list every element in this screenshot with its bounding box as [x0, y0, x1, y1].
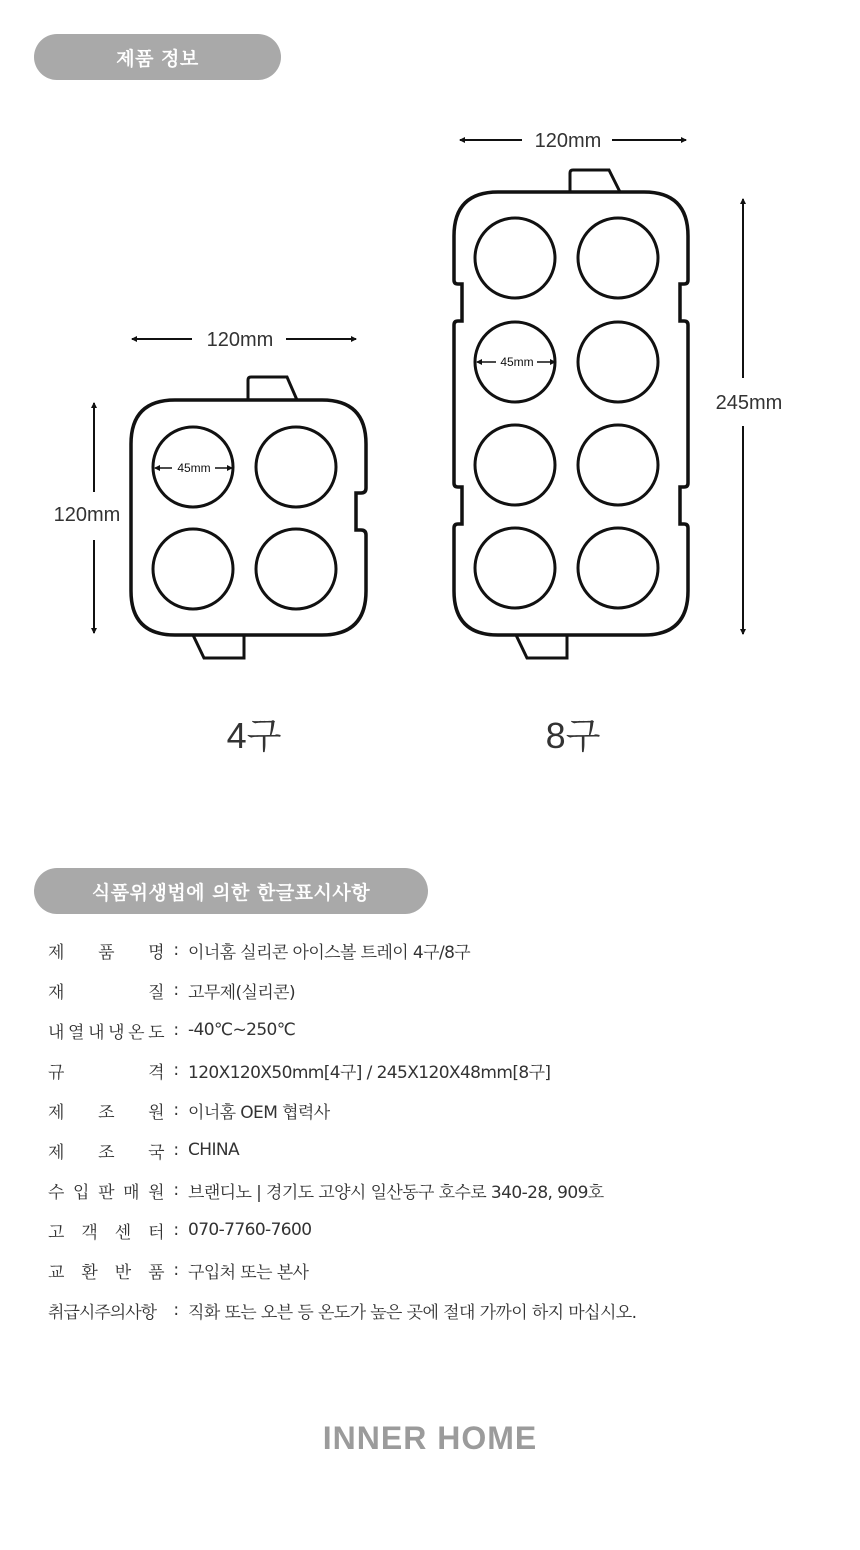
- cavity: [475, 218, 555, 298]
- tray-caption: 8구: [545, 715, 601, 756]
- tray-top-tab: [570, 170, 620, 192]
- cavity: [578, 425, 658, 505]
- product-info-heading: 제품 정보: [34, 34, 281, 80]
- tray-top-tab: [248, 377, 297, 400]
- tray-bottom-tab: [516, 635, 567, 658]
- tray-caption: 4구: [226, 715, 282, 756]
- spec-row: [48, 1017, 295, 1043]
- height-label: 245mm: [715, 392, 783, 414]
- tray-4-cavity: [131, 377, 366, 658]
- cavity: [256, 529, 336, 609]
- spec-value: 이너홈 실리콘 아이스볼 트레이 4구/8구: [188, 942, 471, 963]
- spec-value: 구입처 또는 본사: [188, 1262, 309, 1283]
- spec-label: 취 급 시 주 의 사 항: [48, 1302, 157, 1323]
- cavity: [578, 218, 658, 298]
- spec-colon: :: [173, 1260, 179, 1280]
- spec-colon: :: [173, 940, 179, 960]
- cavity: [578, 528, 658, 608]
- spec-colon: :: [173, 1020, 179, 1040]
- spec-colon: :: [173, 1180, 179, 1200]
- spec-row: [48, 937, 470, 963]
- spec-row: [48, 977, 295, 1003]
- spec-row: [48, 1057, 550, 1083]
- spec-colon: :: [173, 1300, 179, 1320]
- spec-row: [48, 1257, 308, 1283]
- label-info-heading: 식품위생법에 의한 한글표시사항: [34, 868, 428, 914]
- spec-row: [48, 1217, 311, 1243]
- cavity: [475, 528, 555, 608]
- brand-logo: INNER HOME: [322, 1420, 538, 1456]
- spec-colon: :: [173, 1100, 179, 1120]
- spec-value: 070-7760-7600: [188, 1220, 312, 1240]
- spec-label: 제 조 국: [48, 1142, 164, 1163]
- spec-label: 내 열 내 냉 온 도: [48, 1022, 164, 1043]
- cavity: [475, 425, 555, 505]
- width-label: 120mm: [534, 130, 602, 152]
- cell-dimension-label: 45mm: [177, 461, 211, 475]
- spec-value: 브랜디노 | 경기도 고양시 일산동구 호수로 340-28, 909호: [188, 1182, 604, 1203]
- spec-row: [48, 1297, 636, 1323]
- spec-value: 120X120X50mm[4구] / 245X120X48mm[8구]: [188, 1062, 551, 1083]
- cavity: [153, 529, 233, 609]
- spec-value: 직화 또는 오븐 등 온도가 높은 곳에 절대 가까이 하지 마십시오.: [188, 1302, 637, 1323]
- spec-value: 이너홈 OEM 협력사: [188, 1102, 330, 1123]
- spec-label: 제 품 명: [48, 942, 164, 963]
- spec-label: 고 객 센 터: [48, 1222, 164, 1243]
- tray-8-cavity: [454, 170, 688, 658]
- spec-colon: :: [173, 1140, 179, 1160]
- spec-label: 재 질: [48, 982, 164, 1003]
- tray-body: [454, 192, 688, 635]
- spec-row: [48, 1137, 239, 1163]
- tray-dimension-diagram: [0, 100, 860, 780]
- spec-value: CHINA: [188, 1140, 240, 1160]
- spec-label: 규 격: [48, 1062, 164, 1083]
- cavity: [256, 427, 336, 507]
- spec-value: 고무제(실리콘): [188, 982, 295, 1003]
- spec-colon: :: [173, 1060, 179, 1080]
- spec-value: -40℃~250℃: [188, 1020, 296, 1040]
- spec-colon: :: [173, 980, 179, 1000]
- spec-label: 교 환 반 품: [48, 1262, 164, 1283]
- spec-label: 제 조 원: [48, 1102, 164, 1123]
- spec-colon: :: [173, 1220, 179, 1240]
- width-label: 120mm: [206, 329, 274, 351]
- spec-row: [48, 1177, 604, 1203]
- spec-row: [48, 1097, 330, 1123]
- tray-bottom-tab: [193, 635, 244, 658]
- spec-label: 수 입 판 매 원: [48, 1182, 164, 1203]
- cavity: [578, 322, 658, 402]
- cell-dimension-label: 45mm: [500, 355, 534, 369]
- height-label: 120mm: [53, 504, 121, 526]
